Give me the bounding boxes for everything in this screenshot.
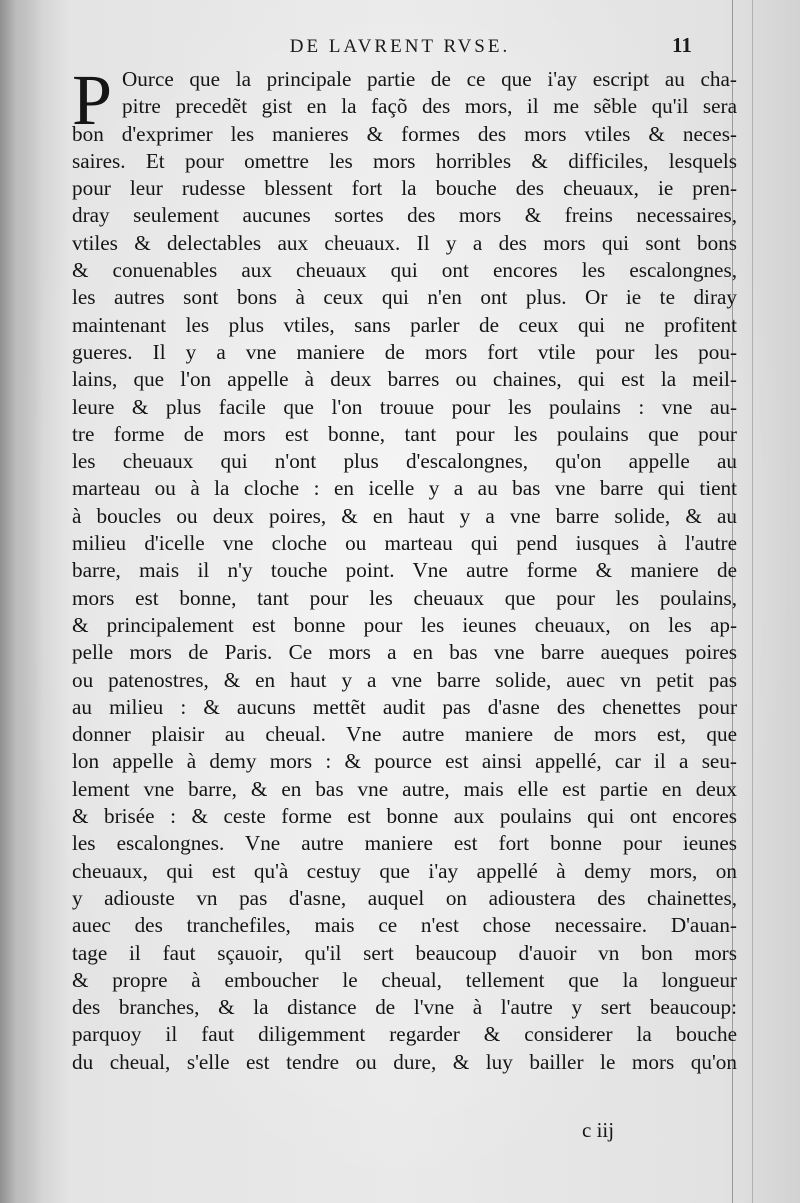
text-line: les autres sont bons à ceux qui n'en ont plus. Or ie te diray	[72, 285, 737, 310]
text-line: parquoy il faut diligemment regarder & considerer la bouche	[72, 1022, 737, 1047]
text-line: leure & plus facile que l'on trouue pour les poulains : vne au-	[72, 394, 737, 419]
text-line: mors est bonne, tant pour les cheuaux que pour les poulains,	[72, 585, 737, 610]
running-title: DE LAVRENT RVSE.	[289, 36, 511, 57]
text-line: tage il faut sçauoir, qu'il sert beaucoup d'auoir vn bon mors	[72, 940, 737, 965]
text-line: & brisée : & ceste forme est bonne aux poulains qui ont encores	[72, 804, 737, 829]
page-edge-line-outer	[752, 0, 753, 1203]
text-line: & conuenables aux cheuaux qui ont encores les escalongnes,	[72, 258, 737, 283]
text-line: lement vne barre, & en bas vne autre, mais elle est partie en deux	[72, 776, 737, 801]
text-line: à boucles ou deux poires, & en haut y a vne barre solide, & au	[72, 503, 737, 528]
text-line: tre forme de mors est bonne, tant pour les poulains que pour	[72, 421, 737, 446]
text-line: y adiouste vn pas d'asne, auquel on adioustera des chainettes,	[72, 885, 737, 910]
text-line: des branches, & la distance de l'vne à l'autre y sert beaucoup:	[72, 995, 737, 1020]
drop-capital: P	[72, 60, 113, 140]
text-line: pour leur rudesse blessent fort la bouche des cheuaux, ie pren-	[72, 176, 737, 201]
text-line: barre, mais il n'y touche point. Vne autre forme & maniere de	[72, 558, 737, 583]
text-line: & propre à emboucher le cheual, tellement que la longueur	[72, 967, 737, 992]
text-line: lon appelle à demy mors : & pource est ainsi appellé, car il a seu-	[72, 749, 737, 774]
text-line: gueres. Il y a vne maniere de mors fort vtile pour les pou-	[72, 339, 737, 364]
text-line: milieu d'icelle vne cloche ou marteau qui pend iusques à l'autre	[72, 531, 737, 556]
text-line: dray seulement aucunes sortes des mors & freins necessaires,	[72, 203, 737, 228]
signature-mark: c iij	[582, 1118, 615, 1142]
text-line: au milieu : & aucuns mettẽt audit pas d'asne des chenettes pour	[72, 694, 737, 719]
text-line: cheuaux, qui est qu'à cestuy que i'ay appellé à demy mors, on	[72, 858, 737, 883]
text-line: auec des tranchefiles, mais ce n'est chose necessaire. D'auan-	[72, 913, 737, 938]
text-line: bon d'exprimer les manieres & formes des mors vtiles & neces-	[72, 121, 737, 146]
text-line: lains, que l'on appelle à deux barres ou chaines, qui est la meil-	[72, 367, 737, 392]
text-line: donner plaisir au cheual. Vne autre maniere de mors est, que	[72, 722, 737, 747]
text-line: Ource que la principale partie de ce que i'ay escript au cha-	[122, 67, 737, 91]
text-line: les escalongnes. Vne autre maniere est fort bonne pour ieunes	[72, 831, 737, 856]
text-line: du cheual, s'elle est tendre ou dure, & luy bailler le mors qu'on	[72, 1049, 737, 1074]
text-line: pitre precedẽt gist en la façõ des mors, il me sẽble qu'il sera	[122, 94, 737, 119]
text-line: & principalement est bonne pour les ieunes cheuaux, on les ap-	[72, 612, 737, 637]
text-line: maintenant les plus vtiles, sans parler de ceux qui ne profitent	[72, 312, 737, 337]
text-line: vtiles & delectables aux cheuaux. Il y a des mors qui sont bons	[72, 230, 737, 255]
page-number: 11	[672, 33, 692, 57]
text-line: pelle mors de Paris. Ce mors a en bas vne barre aueques poires	[72, 640, 737, 665]
text-line: saires. Et pour omettre les mors horribles & difficiles, lesquels	[72, 148, 737, 173]
text-line: les cheuaux qui n'ont plus d'escalongnes, qu'on appelle au	[72, 449, 737, 474]
body-text	[72, 60, 737, 1076]
page-gutter-shadow	[0, 0, 42, 1203]
text-line: ou patenostres, & en haut y a vne barre solide, auec vn petit pas	[72, 667, 737, 692]
text-line: marteau ou à la cloche : en icelle y a au bas vne barre qui tient	[72, 476, 737, 501]
